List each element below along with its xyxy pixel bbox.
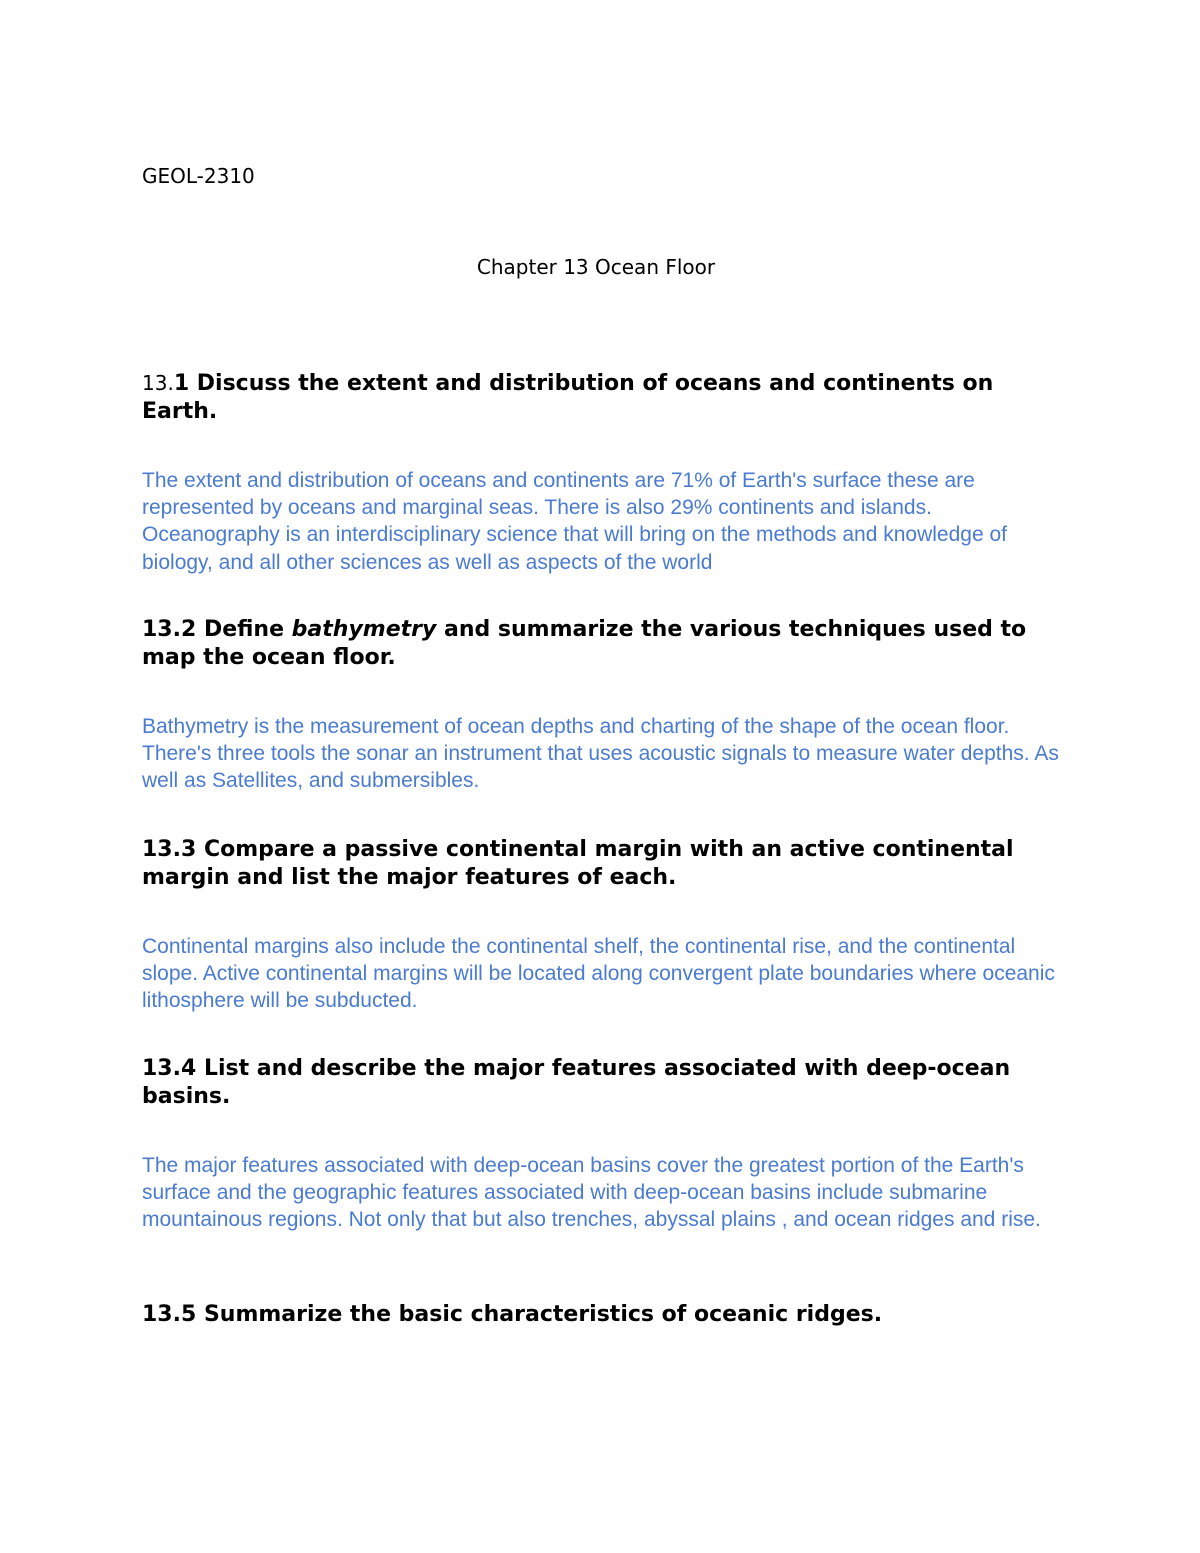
question-italic-term: bathymetry [291,617,437,642]
answer-13-3: Continental margins also include the continental shelf, the continental rise, and the continental slope. Active continental margins will be located along convergent plate boundaries where oceanic lithosphere will be subducted. [142,935,1055,1013]
question-text: 1 Discuss the extent and distribution of oceans and continents on Earth. [142,371,994,424]
question-13-1 [142,369,1072,426]
question-13-3: 13.3 Compare a passive continental margin with an active continental margin and list the major features of each. [142,837,1014,890]
answer-13-4: The major features associated with deep-ocean basins cover the greatest portion of the Earth's surface and the geographic features associated with deep-ocean basins include submarine mountainous regions. Not only that but also trenches, abyssal plains , and ocean ridges and rise. [142,1154,1041,1232]
question-13-2 [142,616,1072,672]
question-text-start: 13.2 Define [142,617,292,642]
question-13-5: 13.5 Summarize the basic characteristics of oceanic ridges. [142,1302,883,1327]
answer-13-1: The extent and distribution of oceans and continents are 71% of Earth's surface these are represented by oceans and marginal seas. There is also 29% continents and islands. Oceanography is an interdisciplinary science that will bring on the methods and knowledge of biology, and all other sciences as well as aspects of the world [142,469,1007,574]
question-text-end: and summarize the various techniques used to map the ocean floor. [142,617,1027,670]
answer-13-2: Bathymetry is the measurement of ocean depths and charting of the shape of the ocean floor. There's three tools the sonar an instrument that uses acoustic signals to measure water depths. As well as Satellites, and submersibles. [142,715,1059,793]
chapter-title: Chapter 13 Ocean Floor [476,255,716,279]
question-number-prefix: 13. [142,371,174,395]
question-13-4: 13.4 List and describe the major features associated with deep-ocean basins. [142,1056,1011,1109]
course-code: GEOL-2310 [142,164,255,188]
